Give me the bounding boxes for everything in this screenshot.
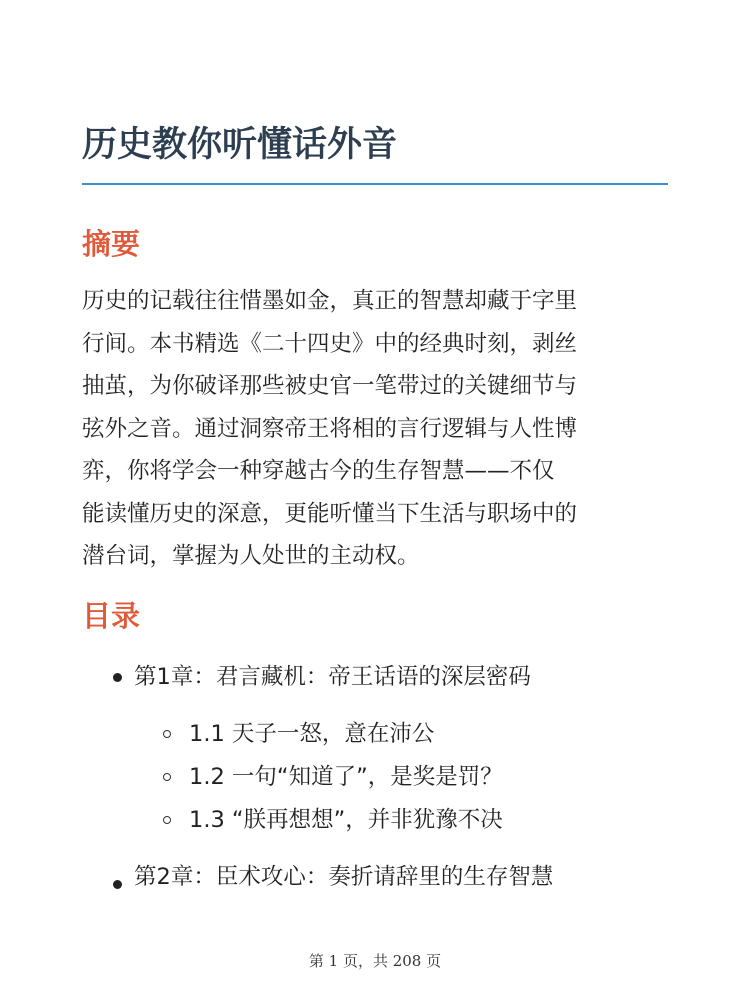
abstract-paragraph <box>82 280 674 578</box>
bullet-circle-icon <box>163 730 171 738</box>
bullet-disc-icon <box>113 880 122 889</box>
abstract-line: 能读懂历史的深意，更能听懂当下生活与职场中的 <box>82 500 578 527</box>
toc-section-1-1[interactable]: 1.1 天子一怒，意在沛公 <box>189 721 435 747</box>
bullet-disc-icon <box>113 673 122 682</box>
abstract-line: 行间。本书精选《二十四史》中的经典时刻，剥丝 <box>82 330 578 357</box>
abstract-line: 弦外之音。通过洞察帝王将相的言行逻辑与人性博 <box>82 415 578 442</box>
toc-heading: 目录 <box>82 599 141 633</box>
toc-chapter-1[interactable]: 第1章：君言藏机：帝王话语的深层密码 <box>134 664 531 690</box>
bullet-circle-icon <box>163 773 171 781</box>
toc-chapter-2[interactable]: 第2章：臣术攻心：奏折请辞里的生存智慧 <box>134 864 554 890</box>
title-divider <box>82 183 668 185</box>
page-number-footer: 第 1 页，共 208 页 <box>308 952 442 970</box>
document-title: 历史教你听懂话外音 <box>82 125 398 165</box>
toc-section-1-3[interactable]: 1.3 “朕再想想”，并非犹豫不决 <box>189 807 503 833</box>
abstract-line: 弈，你将学会一种穿越古今的生存智慧——不仅 <box>82 458 555 484</box>
toc-section-1-2[interactable]: 1.2 一句“知道了”，是奖是罚？ <box>189 764 503 790</box>
abstract-line: 潜台词，掌握为人处世的主动权。 <box>82 543 420 569</box>
abstract-line: 历史的记载往往惜墨如金，真正的智慧却藏于字里 <box>82 288 578 314</box>
abstract-heading: 摘要 <box>82 227 141 261</box>
bullet-circle-icon <box>163 816 171 824</box>
abstract-line: 抽茧，为你破译那些被史官一笔带过的关键细节与 <box>82 373 578 399</box>
